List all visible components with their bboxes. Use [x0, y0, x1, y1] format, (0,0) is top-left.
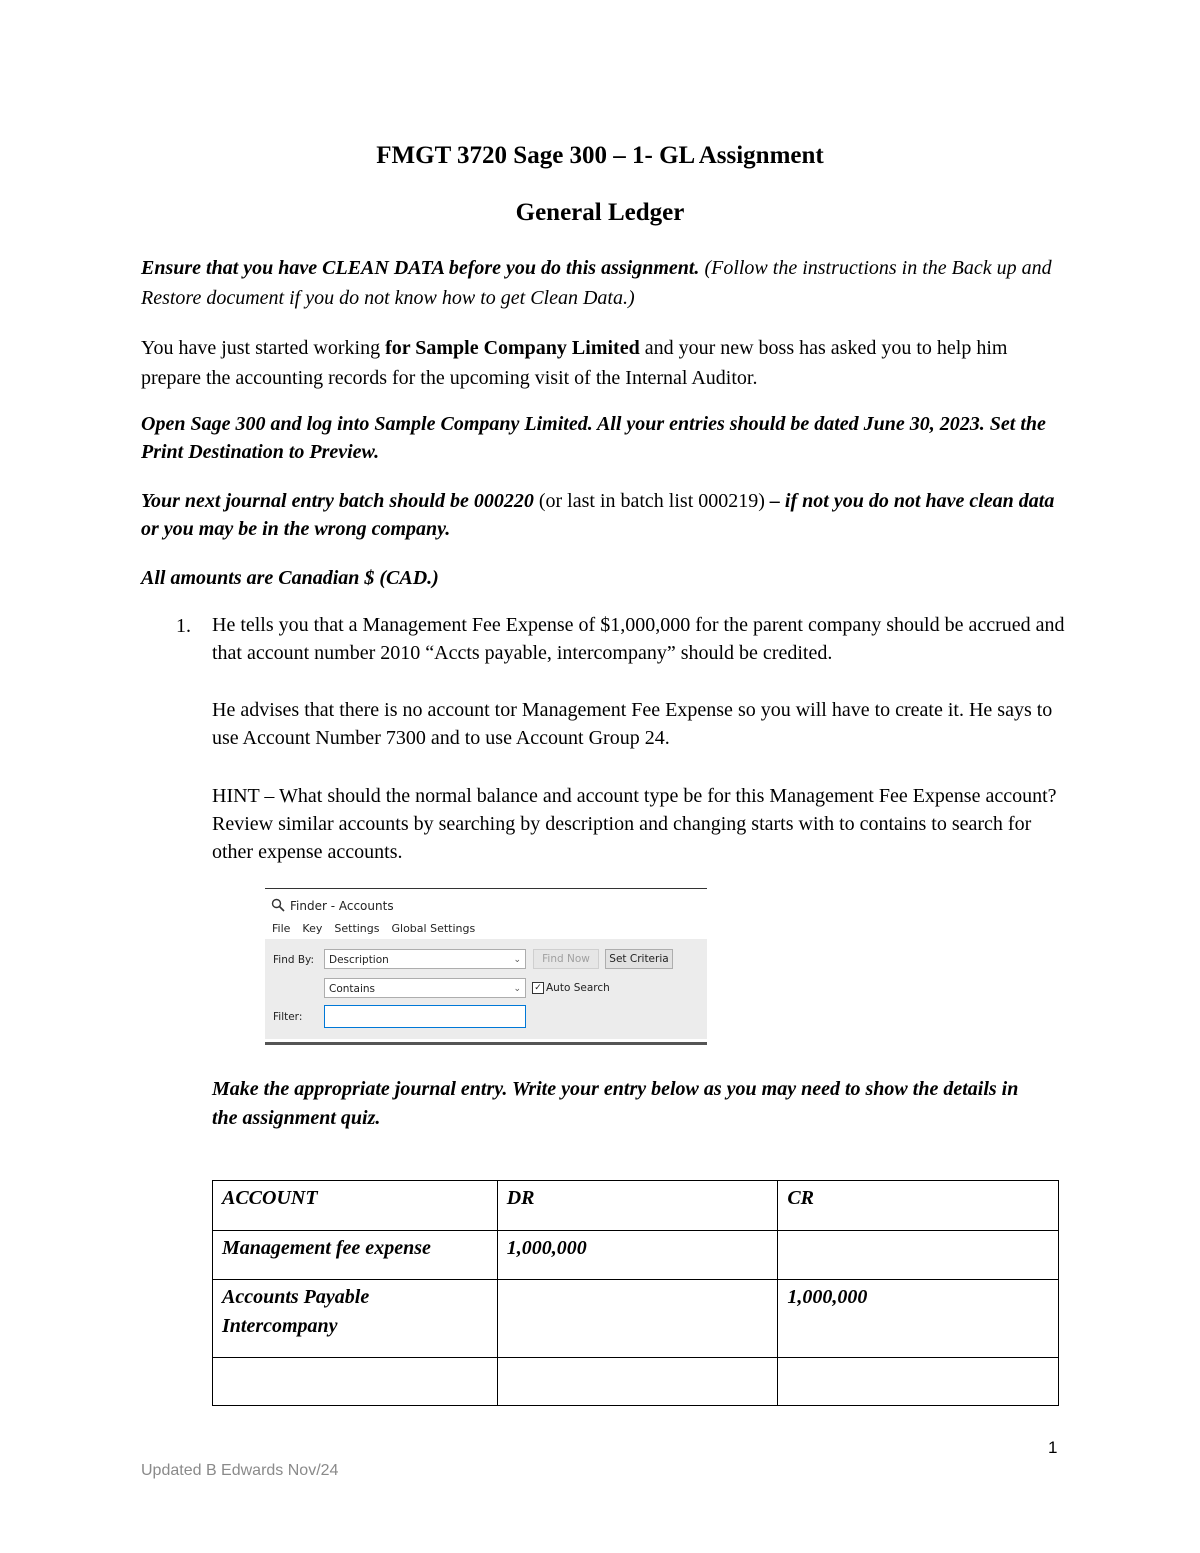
company-name: for Sample Company Limited — [385, 337, 640, 359]
find-by-label: Find By: — [273, 954, 315, 966]
cell-cr[interactable] — [778, 1358, 1059, 1406]
cell-dr[interactable] — [497, 1280, 778, 1358]
filter-label: Filter: — [273, 1011, 303, 1023]
find-by-select[interactable] — [324, 949, 526, 969]
table-row — [213, 1358, 1059, 1406]
finder-titlebar — [271, 897, 394, 915]
operator-select[interactable] — [324, 978, 526, 998]
auto-search-label: Auto Search — [546, 982, 610, 994]
finder-accounts-screenshot — [265, 888, 707, 1045]
checkbox-checked-icon: ✓ — [532, 982, 544, 994]
header-cr: CR — [778, 1181, 1059, 1231]
chevron-down-icon: ⌄ — [513, 984, 521, 994]
table-row — [213, 1231, 1059, 1280]
header-dr: DR — [497, 1181, 778, 1231]
document-subtitle: General Ledger — [515, 199, 685, 226]
question-number: 1. — [176, 615, 191, 637]
cell-cr[interactable] — [778, 1231, 1059, 1280]
menu-global-settings[interactable]: Global Settings — [391, 922, 476, 935]
menu-settings[interactable]: Settings — [334, 922, 380, 935]
batch-text-b: (or last in batch list 000219) — [533, 490, 770, 512]
document-title: FMGT 3720 Sage 300 – 1- GL Assignment — [376, 142, 824, 169]
intro-text-a: You have just started working — [141, 337, 386, 359]
cell-dr[interactable] — [497, 1358, 778, 1406]
clean-data-paragraph — [141, 253, 1071, 313]
question1-hint: HINT – What should the normal balance and account type be for this Management Fee Expense account? Review similar accounts by searching by description and changing starts with to contains to search for other expense accounts. — [212, 785, 1057, 863]
operator-value: Contains — [329, 983, 376, 995]
table-header-row — [213, 1181, 1059, 1231]
clean-data-warning: Ensure that you have CLEAN DATA before you do this assignment. — [141, 257, 700, 279]
find-now-button[interactable]: Find Now — [533, 949, 599, 969]
intro-paragraph — [141, 333, 1071, 393]
chevron-down-icon: ⌄ — [513, 955, 521, 965]
cell-account[interactable] — [213, 1358, 498, 1406]
cell-cr[interactable]: 1,000,000 — [778, 1280, 1059, 1358]
batch-paragraph — [141, 487, 1071, 543]
page-number: 1 — [1048, 1438, 1058, 1457]
journal-entry-table — [212, 1180, 1059, 1406]
journal-entry-instruction: Make the appropriate journal entry. Write your entry below as you may need to show the details in the assignment quiz. — [212, 1078, 1019, 1129]
currency-note: All amounts are Canadian $ (CAD.) — [141, 567, 439, 589]
table-row — [213, 1280, 1059, 1358]
set-criteria-button[interactable]: Set Criteria — [605, 949, 673, 969]
batch-text-c: – if not you do not have clean data or you may be in the wrong company. — [141, 490, 1055, 540]
question1-para2: He advises that there is no account tor Management Fee Expense so you will have to create it. He says to use Account Number 7300 and to use Account Group 24. — [212, 699, 1053, 749]
batch-text-a: Your next journal entry batch should be 000220 — [141, 490, 534, 512]
finder-menubar — [272, 922, 475, 935]
find-by-value: Description — [329, 954, 389, 966]
magnifier-icon — [271, 898, 285, 915]
cell-account[interactable]: Accounts Payable Intercompany — [213, 1280, 498, 1358]
cell-account[interactable]: Management fee expense — [213, 1231, 498, 1280]
clean-data-instructions: (Follow the instructions in the Back up and Restore document if you do not know how to get Clean Data.) — [141, 257, 1052, 309]
intro-text-c: and your new boss has asked you to help him prepare the accounting records for the upcoming visit of the Internal Auditor. — [141, 337, 1008, 389]
auto-search-checkbox[interactable] — [532, 982, 610, 994]
question1-para1: He tells you that a Management Fee Expense of $1,000,000 for the parent company should be accrued and that account number 2010 “Accts payable, intercompany” should be credited. — [212, 614, 1065, 664]
open-sage-instruction: Open Sage 300 and log into Sample Company Limited. All your entries should be dated June 30, 2023. Set the Print Destination to Preview. — [141, 413, 1046, 463]
cell-dr[interactable]: 1,000,000 — [497, 1231, 778, 1280]
finder-title: Finder - Accounts — [290, 899, 394, 913]
menu-file[interactable]: File — [272, 922, 291, 935]
header-account: ACCOUNT — [213, 1181, 498, 1231]
footer-updated: Updated B Edwards Nov/24 — [141, 1462, 339, 1479]
menu-key[interactable]: Key — [302, 922, 323, 935]
finder-criteria-panel — [265, 939, 707, 1039]
filter-input[interactable] — [324, 1005, 526, 1028]
